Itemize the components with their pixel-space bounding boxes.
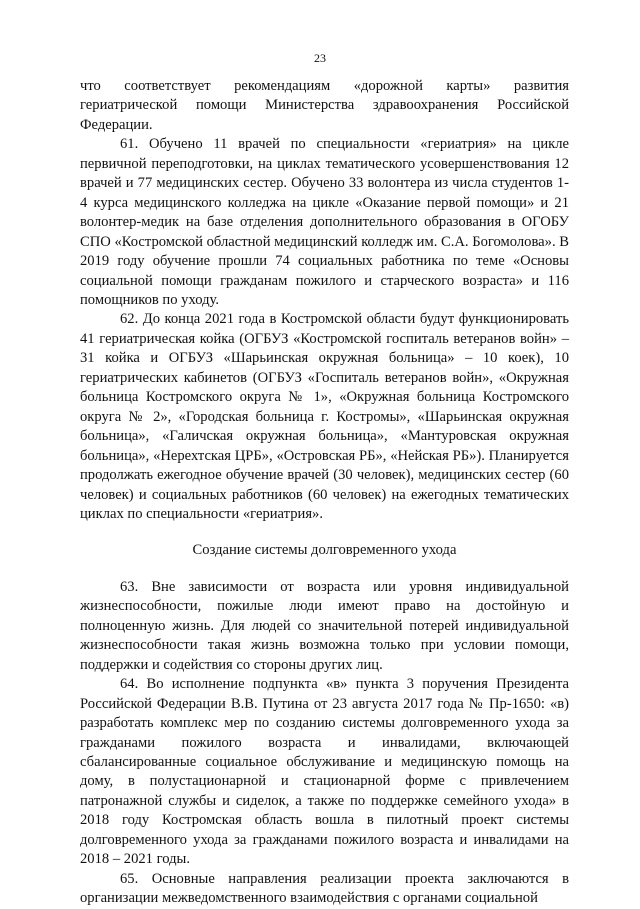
paragraph-65: 65. Основные направления реализации проекта заключаются в организации межведомственного взаимодействия с органами социальной — [80, 870, 569, 907]
paragraph-continuation: что соответствует рекомендациям «дорожной карты» развития гериатрической помощи Министерства здравоохранения Российской Федерации. — [80, 78, 569, 133]
document-body — [80, 77, 569, 909]
paragraph-64: 64. Во исполнение подпункта «в» пункта 3 поручения Президента Российской Федерации В.В. Путина от 23 августа 2017 года № Пр-1650: «в) разработать комплекс мер по созданию системы долговременного ухода за гражданами пожилого возраста и инвалидами, включающей сбалансированные социальное обслуживание и медицинскую помощь на дому, в полустационарной и стационарной форме с привлечением патронажной службы и сиделок, а также по поддержке семейного ухода» в 2018 году Костромская область вошла в пилотный проект системы долговременного ухода за гражданами пожилого возраста и инвалидами на 2018 – 2021 годы. — [80, 676, 569, 868]
paragraph-62: 62. До конца 2021 года в Костромской области будут функционировать 41 гериатрическая койка (ОГБУЗ «Костромской госпиталь ветеранов войн» – 31 койка и ОГБУЗ «Шарьинская окружная больница» – 10 коек), 10 гериатрических кабинетов (ОГБУЗ «Госпиталь ветеранов войн», «Окружная больница Костромского округа № 1», «Окружная больница Костромского округа № 2», «Городская больница г. Костромы», «Шарьинская окружная больница», «Галичская окружная больница», «Мантуровская окружная больница», «Нерехтская ЦРБ», «Островская РБ», «Нейская РБ»). Планируется продолжать ежегодное обучение врачей (30 человек), медицинских сестер (60 человек) и социальных работников (60 человек) на ежегодных тематических циклах по специальности «гериатрия». — [80, 311, 569, 522]
paragraph-63: 63. Вне зависимости от возраста или уровня индивидуальной жизнеспособности, пожилые люди имеют право на достойную и полноценную жизнь. Для людей со значительной потерей индивидуальной жизнеспособности такая жизнь возможна только при условии помощи, поддержки и содействия со стороны других лиц. — [80, 578, 569, 673]
section-heading: Создание системы долговременного ухода — [192, 542, 457, 559]
paragraph-61: 61. Обучено 11 врачей по специальности «гериатрия» на цикле первичной переподготовки, на циклах тематического усовершенствования 12 врачей и 77 медицинских сестер. Обучено 33 волонтера из числа студентов 1-4 курса медицинского колледжа на цикле «Оказание первой помощи» и 21 волонтер-медик на базе отделения дополнительного образования в ОГОБУ СПО «Костромской областной медицинский колледж им. С.А. Богомолова». В 2019 году обучение прошли 74 социальных работника по теме «Основы социальной помощи гражданам пожилого и старческого возраста» и 116 помощников по уходу. — [80, 136, 569, 308]
page-number: 23 — [314, 51, 326, 65]
